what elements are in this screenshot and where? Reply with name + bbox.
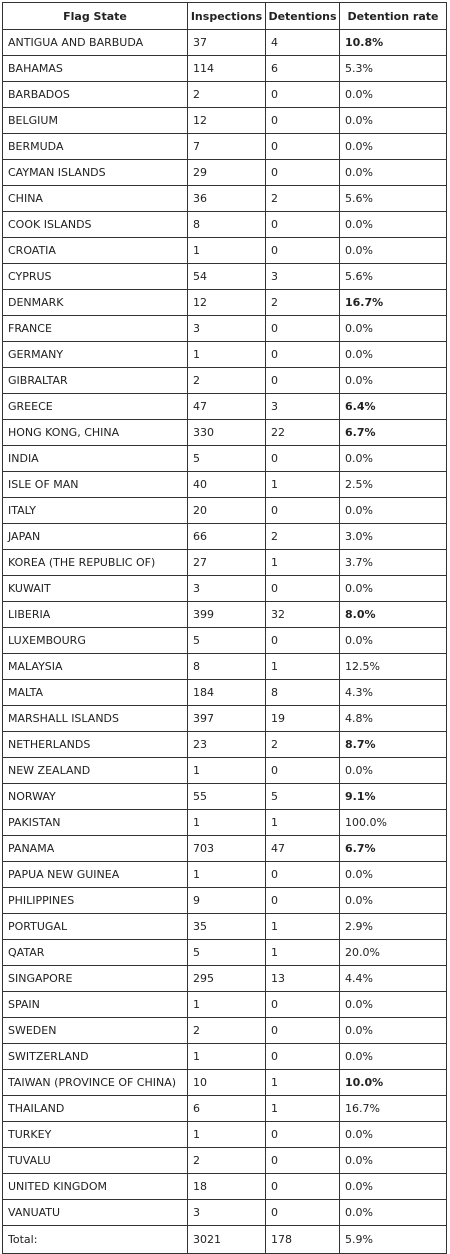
cell-detentions: 1 xyxy=(266,472,340,498)
cell-flag-state: TURKEY xyxy=(3,1122,188,1148)
cell-detentions: 0 xyxy=(266,576,340,602)
cell-detention-rate: 0.0% xyxy=(340,628,447,654)
table-row xyxy=(3,368,447,394)
table-row xyxy=(3,706,447,732)
cell-detentions: 3 xyxy=(266,394,340,420)
cell-flag-state: BARBADOS xyxy=(3,82,188,108)
cell-flag-state: KUWAIT xyxy=(3,576,188,602)
cell-detention-rate: 100.0% xyxy=(340,810,447,836)
table-row xyxy=(3,836,447,862)
cell-detention-rate: 12.5% xyxy=(340,654,447,680)
table-row xyxy=(3,56,447,82)
cell-detention-rate: 20.0% xyxy=(340,940,447,966)
cell-inspections: 399 xyxy=(188,602,266,628)
cell-detentions: 2 xyxy=(266,524,340,550)
cell-inspections: 1 xyxy=(188,1122,266,1148)
cell-flag-state: MALTA xyxy=(3,680,188,706)
cell-detentions: 2 xyxy=(266,186,340,212)
table-row xyxy=(3,888,447,914)
cell-detentions: 1 xyxy=(266,1096,340,1122)
cell-inspections: 55 xyxy=(188,784,266,810)
detention-table xyxy=(2,2,447,1254)
cell-detention-rate: 3.7% xyxy=(340,550,447,576)
cell-detention-rate: 6.4% xyxy=(340,394,447,420)
table-row xyxy=(3,992,447,1018)
cell-flag-state: THAILAND xyxy=(3,1096,188,1122)
cell-detention-rate: 0.0% xyxy=(340,160,447,186)
cell-flag-state: COOK ISLANDS xyxy=(3,212,188,238)
cell-detention-rate: 4.4% xyxy=(340,966,447,992)
table-row xyxy=(3,654,447,680)
cell-detention-rate: 0.0% xyxy=(340,576,447,602)
cell-flag-state: VANUATU xyxy=(3,1200,188,1226)
cell-detention-rate: 0.0% xyxy=(340,1174,447,1200)
cell-inspections: 1 xyxy=(188,1044,266,1070)
cell-detention-rate: 5.3% xyxy=(340,56,447,82)
cell-flag-state: TAIWAN (PROVINCE OF CHINA) xyxy=(3,1070,188,1096)
cell-inspections: 2 xyxy=(188,1148,266,1174)
cell-flag-state: SINGAPORE xyxy=(3,966,188,992)
cell-inspections: 66 xyxy=(188,524,266,550)
cell-flag-state: FRANCE xyxy=(3,316,188,342)
cell-detentions: 0 xyxy=(266,134,340,160)
cell-detentions: 0 xyxy=(266,82,340,108)
cell-detentions: 0 xyxy=(266,992,340,1018)
table-row xyxy=(3,732,447,758)
cell-inspections: 1 xyxy=(188,862,266,888)
cell-detention-rate: 0.0% xyxy=(340,134,447,160)
cell-flag-state: NETHERLANDS xyxy=(3,732,188,758)
table-row xyxy=(3,316,447,342)
cell-detention-rate: 0.0% xyxy=(340,108,447,134)
cell-detentions: 0 xyxy=(266,1174,340,1200)
cell-flag-state: CHINA xyxy=(3,186,188,212)
table-row xyxy=(3,264,447,290)
cell-detentions: 22 xyxy=(266,420,340,446)
cell-detention-rate: 0.0% xyxy=(340,1044,447,1070)
cell-flag-state: GREECE xyxy=(3,394,188,420)
cell-flag-state: KOREA (THE REPUBLIC OF) xyxy=(3,550,188,576)
cell-inspections: 10 xyxy=(188,1070,266,1096)
table-row xyxy=(3,82,447,108)
cell-flag-state: LIBERIA xyxy=(3,602,188,628)
table-header xyxy=(3,3,447,30)
cell-flag-state: UNITED KINGDOM xyxy=(3,1174,188,1200)
header-detentions: Detentions xyxy=(266,3,340,30)
cell-inspections: 5 xyxy=(188,940,266,966)
cell-detention-rate: 0.0% xyxy=(340,446,447,472)
cell-inspections: 54 xyxy=(188,264,266,290)
cell-detentions: 0 xyxy=(266,212,340,238)
cell-detentions: 2 xyxy=(266,290,340,316)
cell-flag-state: NORWAY xyxy=(3,784,188,810)
cell-inspections: 18 xyxy=(188,1174,266,1200)
cell-detentions: 0 xyxy=(266,758,340,784)
cell-flag-state: PAKISTAN xyxy=(3,810,188,836)
cell-flag-state: PORTUGAL xyxy=(3,914,188,940)
cell-flag-state: DENMARK xyxy=(3,290,188,316)
cell-detentions: 8 xyxy=(266,680,340,706)
cell-flag-state: CAYMAN ISLANDS xyxy=(3,160,188,186)
table-row xyxy=(3,238,447,264)
cell-detentions: 1 xyxy=(266,550,340,576)
table-row xyxy=(3,342,447,368)
table-row xyxy=(3,862,447,888)
cell-detentions: 0 xyxy=(266,1122,340,1148)
cell-flag-state: SPAIN xyxy=(3,992,188,1018)
cell-detentions: 0 xyxy=(266,108,340,134)
cell-detention-rate: 0.0% xyxy=(340,1148,447,1174)
cell-flag-state: CYPRUS xyxy=(3,264,188,290)
cell-detention-rate: 0.0% xyxy=(340,1018,447,1044)
cell-detention-rate: 9.1% xyxy=(340,784,447,810)
cell-detention-rate: 6.7% xyxy=(340,420,447,446)
cell-detention-rate: 8.0% xyxy=(340,602,447,628)
cell-detentions: 1 xyxy=(266,1070,340,1096)
cell-flag-state: BELGIUM xyxy=(3,108,188,134)
table-row xyxy=(3,394,447,420)
cell-flag-state: JAPAN xyxy=(3,524,188,550)
cell-detentions: 0 xyxy=(266,238,340,264)
cell-inspections: 6 xyxy=(188,1096,266,1122)
cell-inspections: 703 xyxy=(188,836,266,862)
cell-detentions: 32 xyxy=(266,602,340,628)
table-row xyxy=(3,446,447,472)
cell-inspections: 20 xyxy=(188,498,266,524)
table-row xyxy=(3,1174,447,1200)
table-row xyxy=(3,290,447,316)
cell-detentions: 0 xyxy=(266,1148,340,1174)
cell-inspections: 7 xyxy=(188,134,266,160)
cell-detention-rate: 0.0% xyxy=(340,758,447,784)
cell-detention-rate: 6.7% xyxy=(340,836,447,862)
cell-detention-rate: 8.7% xyxy=(340,732,447,758)
cell-inspections: 8 xyxy=(188,212,266,238)
table-footer xyxy=(3,1226,447,1254)
cell-detention-rate: 0.0% xyxy=(340,992,447,1018)
table-row xyxy=(3,186,447,212)
header-detention-rate: Detention rate xyxy=(340,3,447,30)
cell-flag-state: CROATIA xyxy=(3,238,188,264)
total-label: Total: xyxy=(3,1226,188,1254)
cell-detention-rate: 0.0% xyxy=(340,1200,447,1226)
table-row xyxy=(3,550,447,576)
cell-detention-rate: 0.0% xyxy=(340,498,447,524)
cell-flag-state: BERMUDA xyxy=(3,134,188,160)
cell-flag-state: SWEDEN xyxy=(3,1018,188,1044)
cell-inspections: 2 xyxy=(188,82,266,108)
cell-detentions: 0 xyxy=(266,342,340,368)
cell-flag-state: PHILIPPINES xyxy=(3,888,188,914)
cell-inspections: 1 xyxy=(188,992,266,1018)
table-row xyxy=(3,810,447,836)
cell-detentions: 0 xyxy=(266,316,340,342)
table-row xyxy=(3,1044,447,1070)
cell-inspections: 37 xyxy=(188,30,266,56)
cell-flag-state: TUVALU xyxy=(3,1148,188,1174)
cell-detentions: 0 xyxy=(266,1018,340,1044)
table-row xyxy=(3,576,447,602)
cell-flag-state: GERMANY xyxy=(3,342,188,368)
cell-detention-rate: 0.0% xyxy=(340,862,447,888)
total-row xyxy=(3,1226,447,1254)
cell-inspections: 40 xyxy=(188,472,266,498)
cell-inspections: 23 xyxy=(188,732,266,758)
cell-inspections: 5 xyxy=(188,628,266,654)
cell-detentions: 0 xyxy=(266,368,340,394)
cell-detention-rate: 4.3% xyxy=(340,680,447,706)
total-inspections: 3021 xyxy=(188,1226,266,1254)
table-row xyxy=(3,108,447,134)
cell-flag-state: PANAMA xyxy=(3,836,188,862)
cell-detention-rate: 10.8% xyxy=(340,30,447,56)
cell-flag-state: MARSHALL ISLANDS xyxy=(3,706,188,732)
cell-inspections: 184 xyxy=(188,680,266,706)
cell-flag-state: LUXEMBOURG xyxy=(3,628,188,654)
cell-detentions: 4 xyxy=(266,30,340,56)
cell-detentions: 5 xyxy=(266,784,340,810)
cell-flag-state: PAPUA NEW GUINEA xyxy=(3,862,188,888)
cell-inspections: 47 xyxy=(188,394,266,420)
cell-inspections: 12 xyxy=(188,108,266,134)
table-row xyxy=(3,1070,447,1096)
cell-detention-rate: 3.0% xyxy=(340,524,447,550)
cell-inspections: 3 xyxy=(188,1200,266,1226)
cell-detentions: 13 xyxy=(266,966,340,992)
cell-detentions: 6 xyxy=(266,56,340,82)
header-inspections: Inspections xyxy=(188,3,266,30)
table-row xyxy=(3,940,447,966)
cell-flag-state: NEW ZEALAND xyxy=(3,758,188,784)
cell-detentions: 47 xyxy=(266,836,340,862)
cell-flag-state: SWITZERLAND xyxy=(3,1044,188,1070)
cell-inspections: 330 xyxy=(188,420,266,446)
cell-inspections: 295 xyxy=(188,966,266,992)
cell-inspections: 1 xyxy=(188,810,266,836)
cell-inspections: 1 xyxy=(188,238,266,264)
table-row xyxy=(3,1096,447,1122)
cell-detentions: 0 xyxy=(266,888,340,914)
table-row xyxy=(3,134,447,160)
cell-inspections: 36 xyxy=(188,186,266,212)
cell-detentions: 0 xyxy=(266,862,340,888)
cell-detention-rate: 16.7% xyxy=(340,290,447,316)
total-rate: 5.9% xyxy=(340,1226,447,1254)
table-row xyxy=(3,160,447,186)
cell-detention-rate: 5.6% xyxy=(340,186,447,212)
cell-flag-state: INDIA xyxy=(3,446,188,472)
cell-flag-state: HONG KONG, CHINA xyxy=(3,420,188,446)
cell-detention-rate: 0.0% xyxy=(340,212,447,238)
cell-flag-state: ITALY xyxy=(3,498,188,524)
cell-detentions: 1 xyxy=(266,914,340,940)
cell-inspections: 1 xyxy=(188,758,266,784)
cell-detention-rate: 4.8% xyxy=(340,706,447,732)
table-row xyxy=(3,628,447,654)
cell-inspections: 397 xyxy=(188,706,266,732)
cell-detention-rate: 5.6% xyxy=(340,264,447,290)
cell-detentions: 0 xyxy=(266,1200,340,1226)
total-detentions: 178 xyxy=(266,1226,340,1254)
cell-detention-rate: 16.7% xyxy=(340,1096,447,1122)
cell-detention-rate: 0.0% xyxy=(340,888,447,914)
cell-inspections: 114 xyxy=(188,56,266,82)
table-row xyxy=(3,472,447,498)
cell-flag-state: GIBRALTAR xyxy=(3,368,188,394)
cell-inspections: 1 xyxy=(188,342,266,368)
cell-flag-state: ISLE OF MAN xyxy=(3,472,188,498)
cell-detention-rate: 10.0% xyxy=(340,1070,447,1096)
cell-inspections: 9 xyxy=(188,888,266,914)
cell-detentions: 3 xyxy=(266,264,340,290)
table-row xyxy=(3,758,447,784)
cell-detentions: 1 xyxy=(266,654,340,680)
cell-detention-rate: 2.5% xyxy=(340,472,447,498)
cell-flag-state: BAHAMAS xyxy=(3,56,188,82)
header-row xyxy=(3,3,447,30)
cell-inspections: 3 xyxy=(188,576,266,602)
cell-detention-rate: 2.9% xyxy=(340,914,447,940)
table-row xyxy=(3,1200,447,1226)
table-row xyxy=(3,1018,447,1044)
cell-detentions: 0 xyxy=(266,160,340,186)
cell-inspections: 3 xyxy=(188,316,266,342)
cell-detentions: 1 xyxy=(266,810,340,836)
cell-inspections: 29 xyxy=(188,160,266,186)
table-row xyxy=(3,680,447,706)
cell-inspections: 2 xyxy=(188,368,266,394)
cell-detentions: 0 xyxy=(266,446,340,472)
cell-detention-rate: 0.0% xyxy=(340,1122,447,1148)
cell-inspections: 5 xyxy=(188,446,266,472)
cell-detentions: 0 xyxy=(266,498,340,524)
table-row xyxy=(3,212,447,238)
table-row xyxy=(3,1148,447,1174)
cell-detention-rate: 0.0% xyxy=(340,82,447,108)
cell-flag-state: MALAYSIA xyxy=(3,654,188,680)
table-row xyxy=(3,914,447,940)
cell-detentions: 1 xyxy=(266,940,340,966)
cell-detention-rate: 0.0% xyxy=(340,238,447,264)
cell-detentions: 2 xyxy=(266,732,340,758)
cell-flag-state: QATAR xyxy=(3,940,188,966)
cell-inspections: 12 xyxy=(188,290,266,316)
table-row xyxy=(3,1122,447,1148)
table-body xyxy=(3,30,447,1226)
table-row xyxy=(3,602,447,628)
table-row xyxy=(3,784,447,810)
cell-detentions: 0 xyxy=(266,628,340,654)
cell-inspections: 27 xyxy=(188,550,266,576)
table-row xyxy=(3,30,447,56)
table-row xyxy=(3,420,447,446)
cell-detentions: 0 xyxy=(266,1044,340,1070)
cell-detentions: 19 xyxy=(266,706,340,732)
cell-detention-rate: 0.0% xyxy=(340,368,447,394)
cell-flag-state: ANTIGUA AND BARBUDA xyxy=(3,30,188,56)
cell-inspections: 8 xyxy=(188,654,266,680)
table-row xyxy=(3,498,447,524)
header-flag-state: Flag State xyxy=(3,3,188,30)
cell-inspections: 35 xyxy=(188,914,266,940)
cell-detention-rate: 0.0% xyxy=(340,316,447,342)
table-row xyxy=(3,966,447,992)
cell-detention-rate: 0.0% xyxy=(340,342,447,368)
table-row xyxy=(3,524,447,550)
cell-inspections: 2 xyxy=(188,1018,266,1044)
